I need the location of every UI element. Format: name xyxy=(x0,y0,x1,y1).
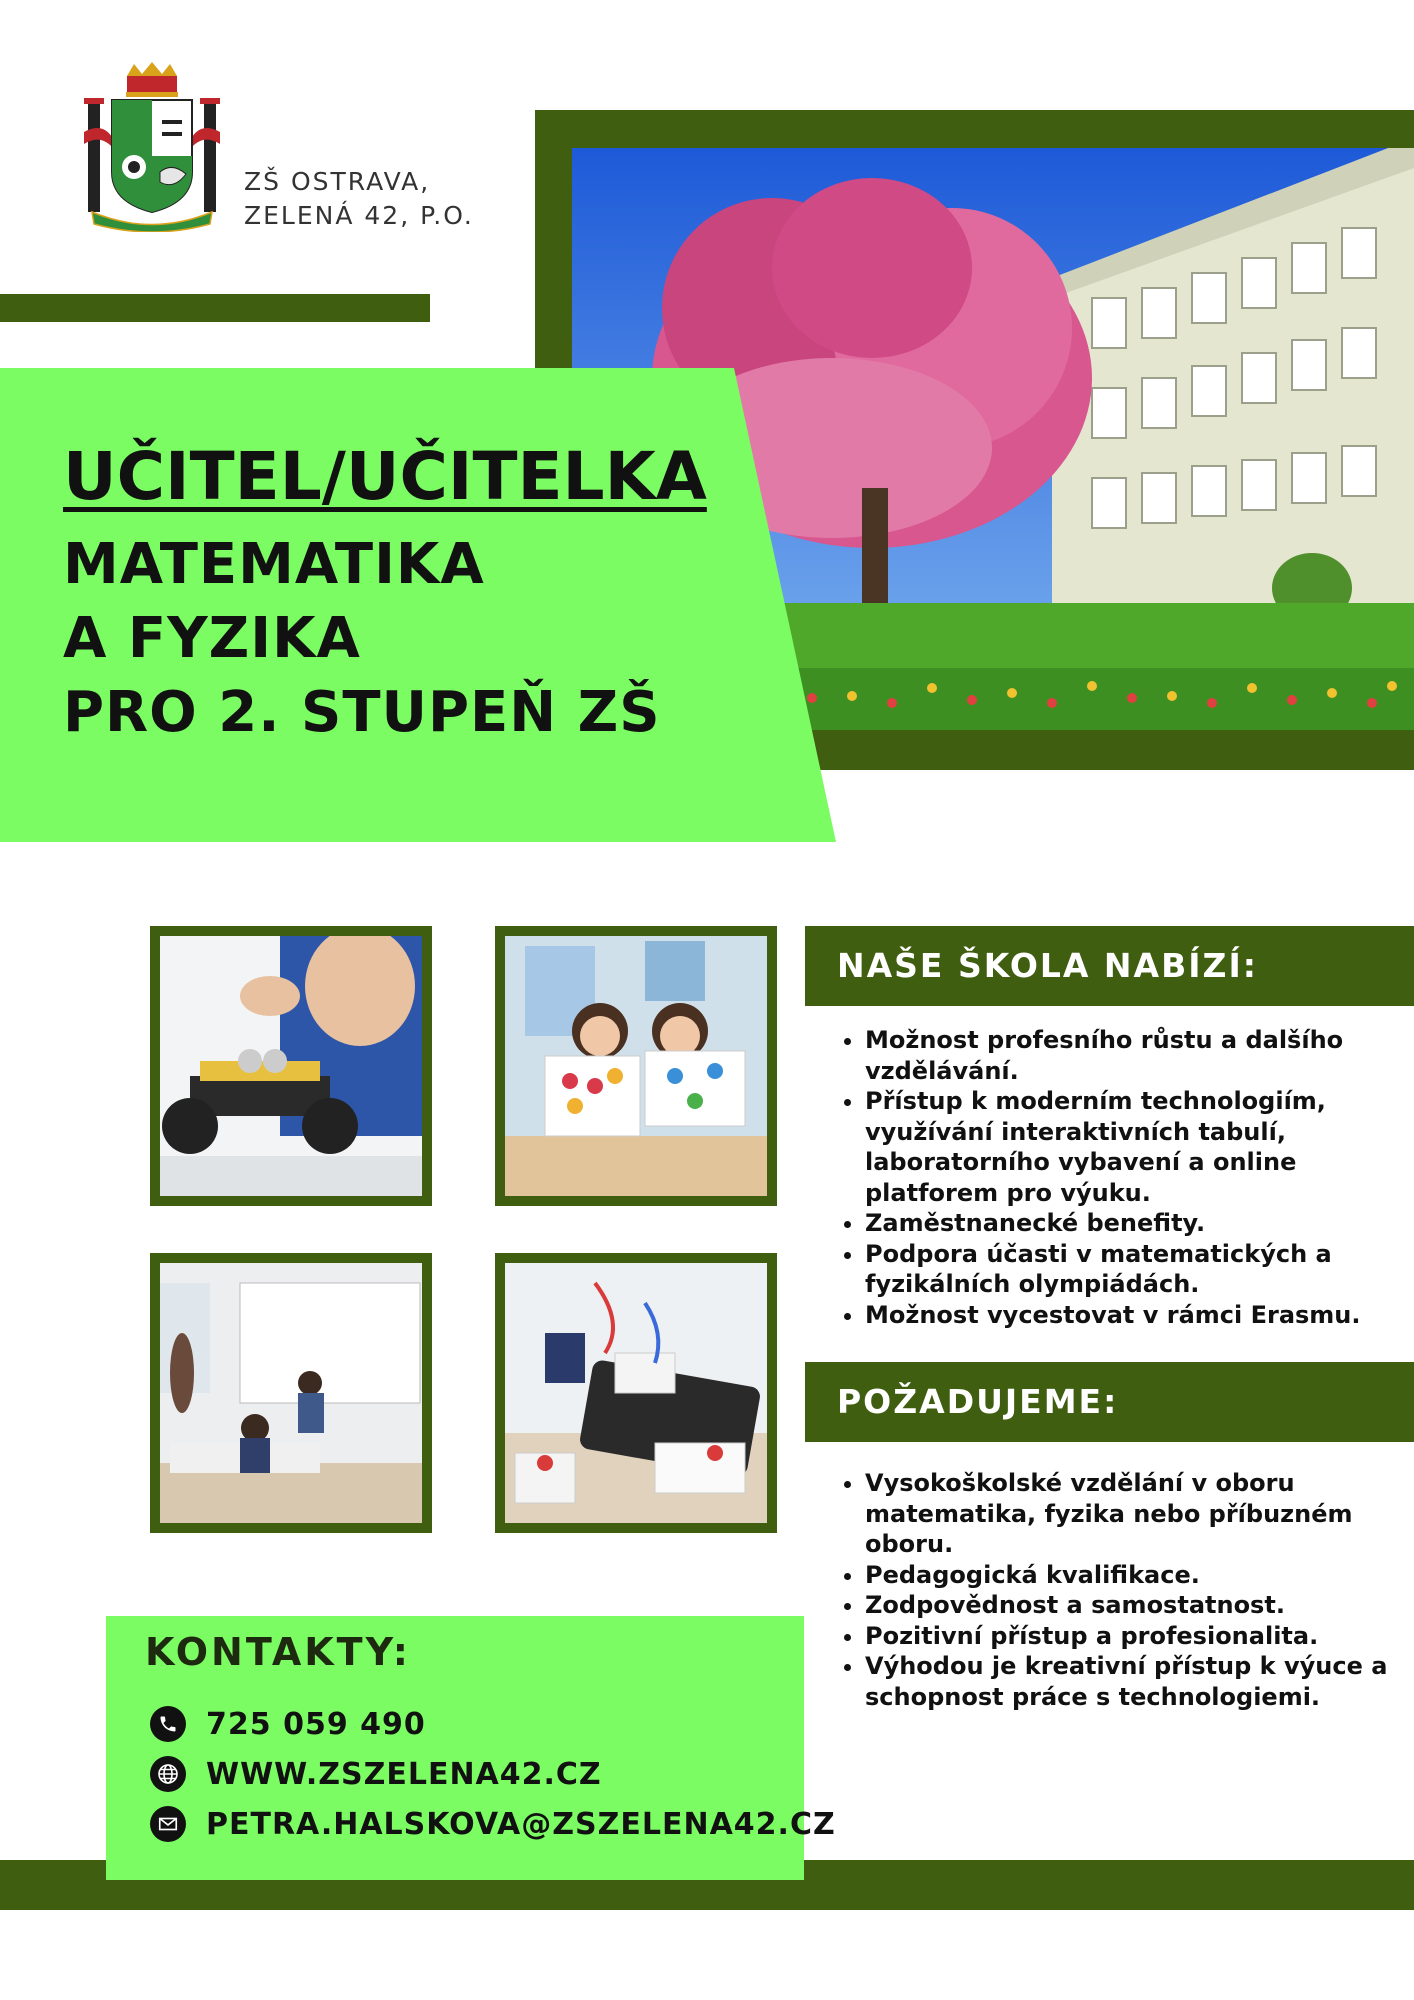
job-subject-line2: A FYZIKA xyxy=(63,606,361,671)
list-item: • Výhodou je kreativní přístup k výuce a schopnost práce s technologiemi. xyxy=(865,1651,1414,1712)
school-name-line2: ZELENÁ 42, P.O. xyxy=(244,201,474,230)
list-item: • Vysokoškolské vzdělání v oboru matematika, fyzika nebo příbuzném oboru. xyxy=(865,1468,1414,1560)
globe-icon xyxy=(150,1756,186,1792)
photo-tile-robot xyxy=(150,926,432,1206)
envelope-icon xyxy=(150,1806,186,1842)
email-address: PETRA.HALSKOVA@ZSZELENA42.CZ xyxy=(206,1806,836,1842)
school-name-line1: ZŠ OSTRAVA, xyxy=(244,167,431,196)
job-level: PRO 2. STUPEŇ ZŠ xyxy=(63,680,661,745)
school-coat-of-arms-logo xyxy=(82,62,222,232)
list-item: • Pozitivní přístup a profesionalita. xyxy=(865,1621,1414,1652)
website-url: WWW.ZSZELENA42.CZ xyxy=(206,1756,602,1792)
job-title: UČITEL/UČITELKA xyxy=(63,438,707,515)
contacts-heading: KONTAKTY: xyxy=(145,1630,412,1674)
list-item: • Zaměstnanecké benefity. xyxy=(865,1208,1414,1239)
job-subject-line1: MATEMATIKA xyxy=(63,532,485,597)
list-item: • Zodpovědnost a samostatnost. xyxy=(865,1590,1414,1621)
list-item: • Možnost profesního růstu a dalšího vzdělávání. xyxy=(865,1025,1414,1086)
photo-tile-classroom xyxy=(150,1253,432,1533)
contact-phone[interactable] xyxy=(150,1704,426,1744)
list-item: • Přístup k moderním technologiím, využívání interaktivních tabulí, laboratorního vybavení a online platforem pro výuku. xyxy=(865,1086,1414,1208)
school-name xyxy=(244,165,474,233)
requirements-heading: POŽADUJEME: xyxy=(805,1362,1414,1442)
contact-email-link[interactable] xyxy=(150,1804,836,1844)
offer-heading: NAŠE ŠKOLA NABÍZÍ: xyxy=(805,926,1414,1006)
list-item: • Možnost vycestovat v rámci Erasmu. xyxy=(865,1300,1414,1331)
list-item: • Podpora účasti v matematických a fyzikálních olympiádách. xyxy=(865,1239,1414,1300)
phone-number: 725 059 490 xyxy=(206,1706,426,1742)
photo-tile-electronics xyxy=(495,1253,777,1533)
requirements-list xyxy=(835,1468,1414,1712)
photo-tile-children xyxy=(495,926,777,1206)
contact-website-link[interactable] xyxy=(150,1754,602,1794)
list-item: • Pedagogická kvalifikace. xyxy=(865,1560,1414,1591)
decorative-bar xyxy=(0,294,430,322)
phone-icon xyxy=(150,1706,186,1742)
offer-list xyxy=(835,1025,1414,1330)
